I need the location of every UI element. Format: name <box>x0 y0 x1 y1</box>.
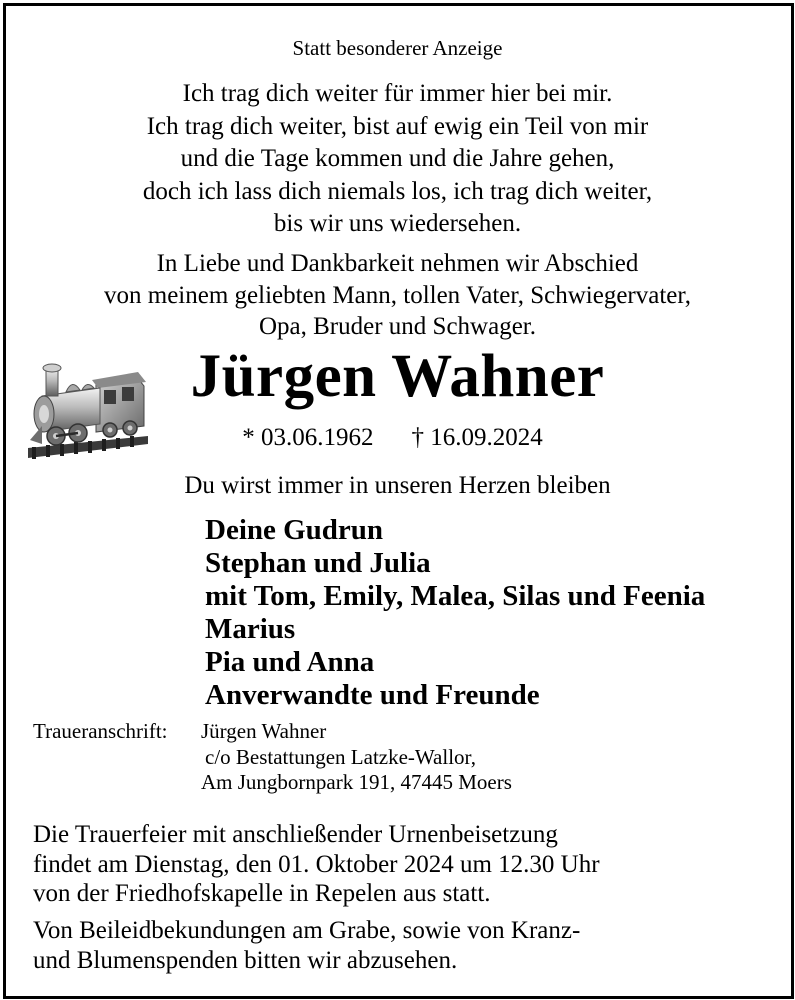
notice-lead: Statt besonderer Anzeige <box>292 36 503 60</box>
death-date: † 16.09.2024 <box>411 424 543 451</box>
poem <box>0 78 795 241</box>
condolence-note <box>33 916 580 976</box>
life-dates <box>0 424 795 452</box>
poem-line: doch ich lass dich niemals los, ich trag dich weiter, <box>142 177 653 205</box>
family-signatures <box>205 514 705 712</box>
ceremony-line: findet am Dienstag, den 01. Oktober 2024 um 12.30 Uhr <box>33 850 600 878</box>
condolence-line: und Blumenspenden bitten wir abzusehen. <box>33 947 458 974</box>
ceremony-line: von der Friedhofskapelle in Repelen aus statt. <box>33 880 491 907</box>
family-line: Deine Gudrun <box>205 514 384 546</box>
farewell-line: von meinem geliebten Mann, tollen Vater, Schwiegervater, <box>104 281 691 309</box>
mourning-address <box>201 719 512 796</box>
poem-line: Ich trag dich weiter, bist auf ewig ein Teil von mir <box>146 112 649 140</box>
family-line: Stephan und Julia <box>205 547 431 579</box>
remembrance-line: Du wirst immer in unseren Herzen bleiben <box>184 472 611 499</box>
poem-line: bis wir uns wiedersehen. <box>273 210 522 237</box>
family-line: Marius <box>205 613 296 645</box>
farewell-text <box>0 248 795 343</box>
poem-line: Ich trag dich weiter für immer hier bei mir. <box>182 80 613 107</box>
address-line: Am Jungbornpark 191, 47445 Moers <box>201 770 512 794</box>
address-line: c/o Bestattungen Latzke-Wallor, <box>205 744 476 769</box>
deceased-name: Jürgen Wahner <box>190 343 605 410</box>
ceremony-line: Die Trauerfeier mit anschließender Urnenbeisetzung <box>33 821 558 848</box>
birth-date: * 03.06.1962 <box>242 424 374 451</box>
poem-line: und die Tage kommen und die Jahre gehen, <box>180 145 615 172</box>
family-line: Anverwandte und Freunde <box>205 679 540 711</box>
family-line: mit Tom, Emily, Malea, Silas und Feenia <box>205 580 706 612</box>
ceremony-info <box>33 820 600 909</box>
address-line: Jürgen Wahner <box>201 719 327 743</box>
farewell-line: In Liebe und Dankbarkeit nehmen wir Abschied <box>156 250 639 277</box>
address-label: Traueranschrift: <box>33 719 168 743</box>
family-line: Pia und Anna <box>205 646 375 678</box>
condolence-line: Von Beileidbekundungen am Grabe, sowie von Kranz- <box>33 917 581 944</box>
farewell-line: Opa, Bruder und Schwager. <box>258 313 536 340</box>
